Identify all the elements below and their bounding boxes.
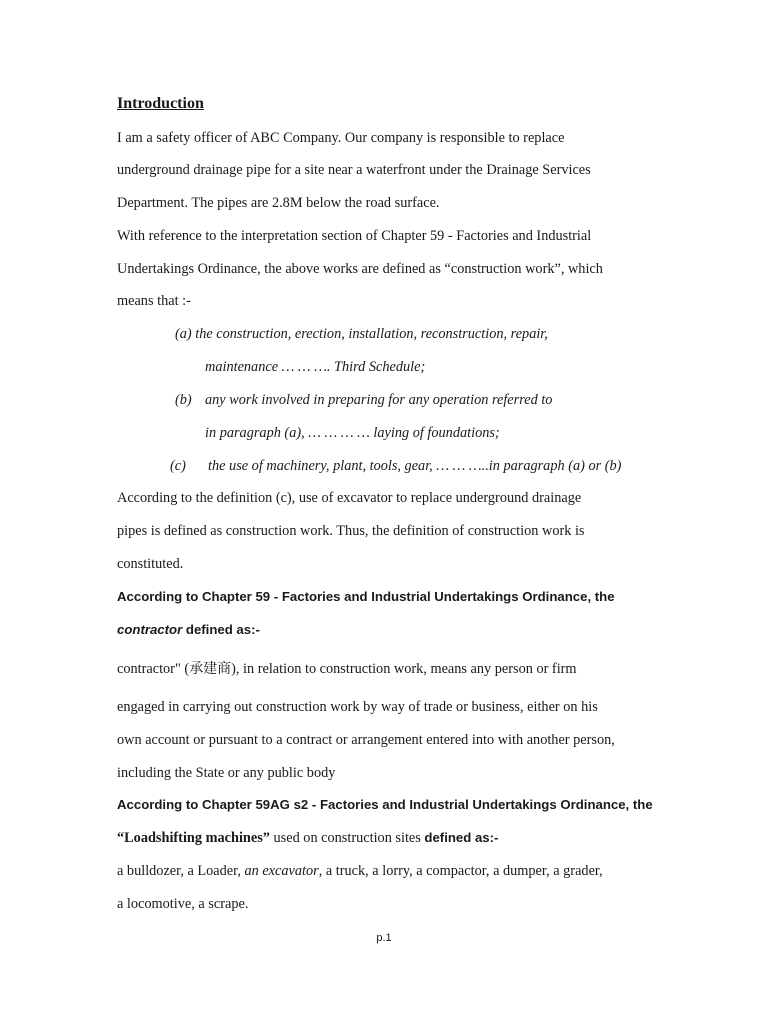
page-number: p.1 bbox=[376, 932, 392, 944]
loadshifting-heading-line-2 bbox=[117, 828, 498, 848]
intro-line-4: With reference to the interpretation section of Chapter 59 - Factories and Industrial bbox=[117, 228, 592, 244]
definition-item-b-label: (b) bbox=[175, 392, 192, 408]
contractor-chinese-term: 承建商 bbox=[189, 661, 232, 677]
machines-list-rest: , a truck, a lorry, a compactor, a dumper, a grader, bbox=[318, 863, 603, 879]
contractor-definition-line-1 bbox=[117, 659, 577, 679]
contractor-definition-line-3: own account or pursuant to a contract or arrangement entered into with another person, bbox=[117, 732, 615, 748]
contractor-heading-line-1: According to Chapter 59 - Factories and Industrial Undertakings Ordinance, the bbox=[117, 589, 615, 604]
according-line-2: pipes is defined as construction work. Thus, the definition of construction work is bbox=[117, 523, 585, 539]
definition-item-b-line-2: in paragraph (a), … … … … laying of foundations; bbox=[205, 425, 500, 441]
excavator-term: an excavator bbox=[244, 863, 319, 879]
intro-line-2: underground drainage pipe for a site near a waterfront under the Drainage Services bbox=[117, 162, 591, 178]
intro-line-6: means that :- bbox=[117, 293, 191, 309]
definition-item-c-label: (c) bbox=[170, 458, 186, 474]
definition-item-b-line-1: any work involved in preparing for any operation referred to bbox=[205, 392, 553, 408]
loadshifting-heading-end: defined as:- bbox=[424, 830, 499, 845]
loadshifting-definition-line-1 bbox=[117, 861, 603, 881]
machines-list-start: a bulldozer, a Loader, bbox=[117, 863, 245, 879]
section-heading-introduction: Introduction bbox=[117, 95, 204, 112]
definition-item-a-line-2: maintenance … … …. Third Schedule; bbox=[205, 359, 426, 375]
intro-line-1: I am a safety officer of ABC Company. Our company is responsible to replace bbox=[117, 130, 565, 146]
according-line-3: constituted. bbox=[117, 556, 184, 572]
contractor-definition-text: ), in relation to construction work, means any person or firm bbox=[231, 661, 577, 677]
contractor-heading-line-2 bbox=[117, 620, 260, 640]
intro-line-5: Undertakings Ordinance, the above works are defined as “construction work”, which bbox=[117, 261, 603, 277]
loadshifting-definition-line-2: a locomotive, a scrape. bbox=[117, 896, 249, 912]
intro-line-3: Department. The pipes are 2.8M below the road surface. bbox=[117, 195, 440, 211]
loadshifting-heading-mid: used on construction sites bbox=[269, 830, 425, 846]
loadshifting-heading-line-1: According to Chapter 59AG s2 - Factories and Industrial Undertakings Ordinance, the bbox=[117, 797, 653, 812]
contractor-quote-text: contractor" ( bbox=[117, 661, 190, 677]
definition-item-c-line-1: the use of machinery, plant, tools, gear, … … …..in paragraph (a) or (b) bbox=[208, 458, 622, 474]
contractor-term: contractor bbox=[117, 622, 183, 637]
definition-item-a-line-1: (a) the construction, erection, installation, reconstruction, repair, bbox=[175, 326, 548, 342]
according-line-1: According to the definition (c), use of excavator to replace underground drainage bbox=[117, 490, 582, 506]
contractor-heading-rest: defined as:- bbox=[182, 622, 260, 637]
loadshifting-term: “Loadshifting machines” bbox=[117, 830, 270, 846]
contractor-definition-line-4: including the State or any public body bbox=[117, 765, 336, 781]
contractor-definition-line-2: engaged in carrying out construction work by way of trade or business, either on his bbox=[117, 699, 598, 715]
